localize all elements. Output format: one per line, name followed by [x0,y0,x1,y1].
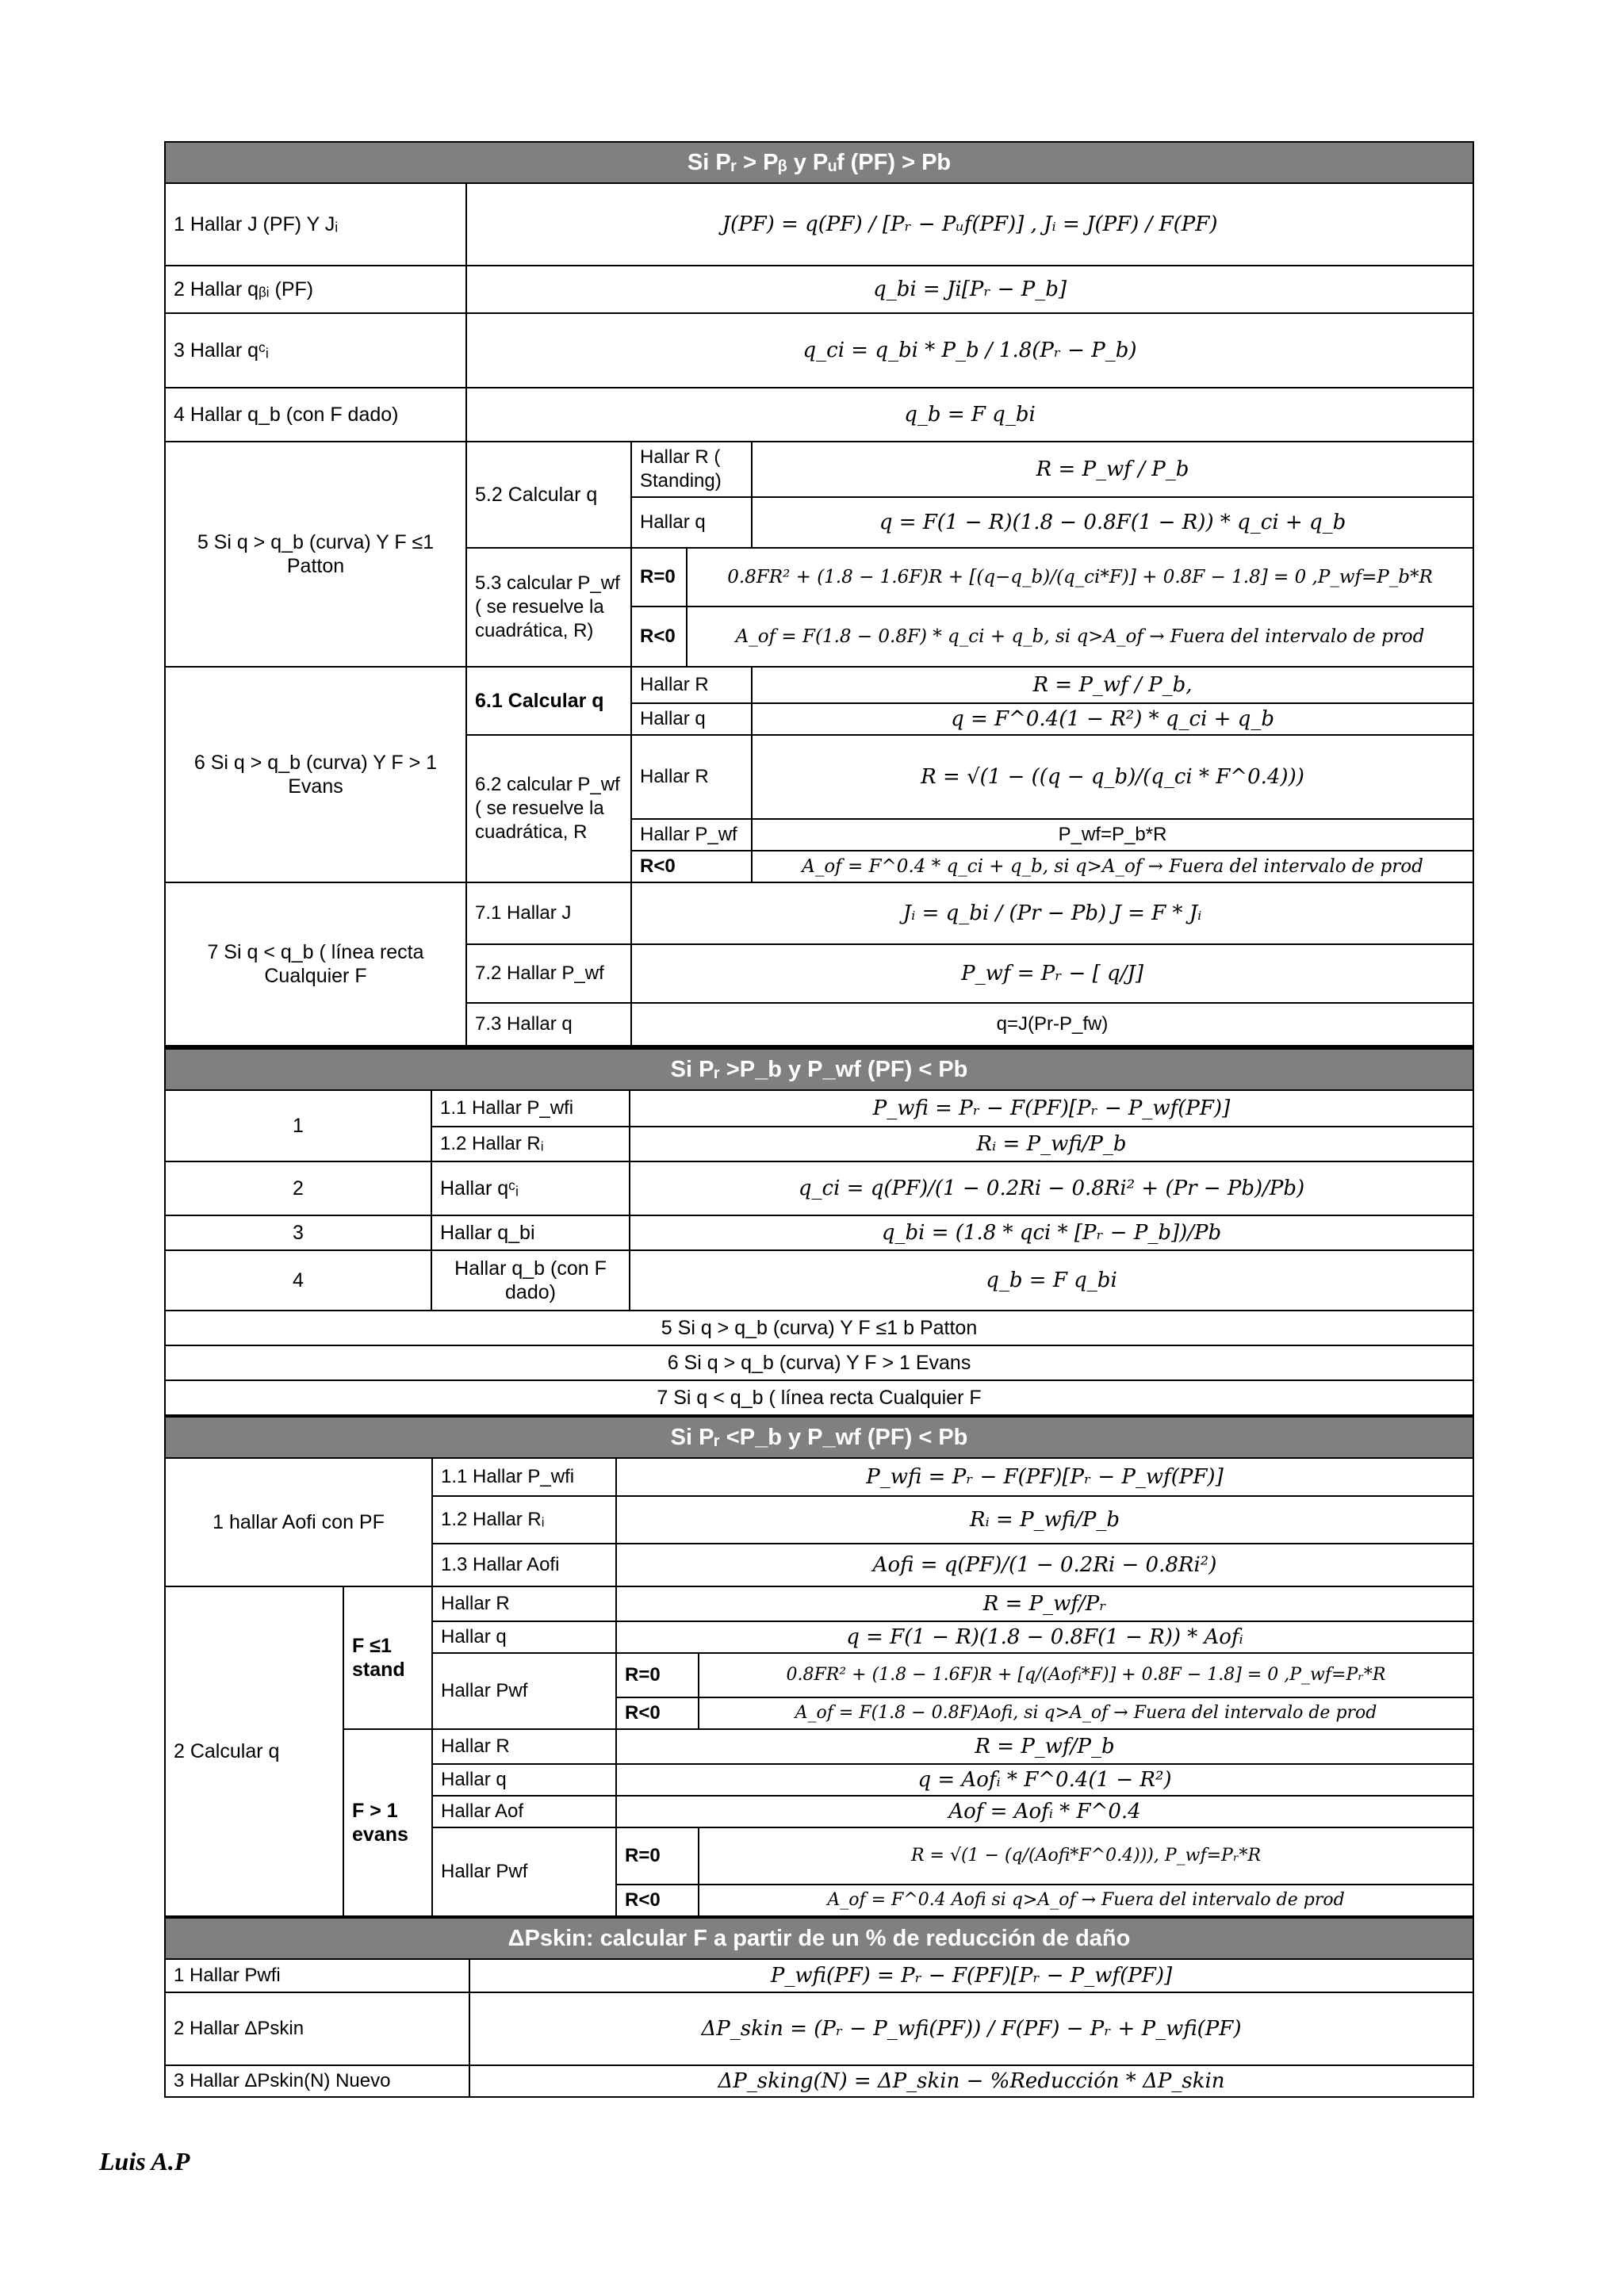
s3-a-hallar-r-label: Hallar R [432,1586,616,1621]
section-2-title: Si Pᵣ >P_b y P_wf (PF) < Pb [165,1048,1473,1090]
author-signature: Luis A.P [99,2147,190,2175]
s2-step-2-formula: q_ci = q(PF)/(1 − 0.2Ri − 0.8Ri² + (Pr − Pb)/Pb) [630,1161,1473,1215]
s3-f-le-1-label: F ≤1 stand [343,1586,432,1729]
step-5-2-r-formula: R = P_wf / P_b [752,442,1473,497]
step-5-3-r0-label: R=0 [631,548,687,607]
s3-b-rneg-formula: A_of = F^0.4 Aofi si q>A_of → Fuera del intervalo de prod [699,1885,1473,1916]
step-1-formula: J(PF) = q(PF) / [Pᵣ − Pᵤf(PF)] , Jᵢ = J(PF) / F(PF) [466,183,1473,266]
s3-b-hallar-q-formula: q = Aofᵢ * F^0.4(1 − R²) [616,1764,1473,1796]
step-6-2-r-formula: R = √(1 − ((q − q_b)/(q_ci * F^0.4))) [752,735,1473,819]
s3-a-hallar-q-formula: q = F(1 − R)(1.8 − 0.8F(1 − R)) * Aofᵢ [616,1621,1473,1653]
s2-step-1-2-label: 1.2 Hallar Rᵢ [431,1127,630,1161]
s4-step-1-label: 1 Hallar Pwfi [165,1959,469,1992]
step-5-3-rneg-formula: A_of = F(1.8 − 0.8F) * q_ci + q_b, si q>A_of → Fuera del intervalo de prod [687,607,1473,667]
s3-b-hallar-q-label: Hallar q [432,1764,616,1796]
s3-step-1-3-formula: Aofi = q(PF)/(1 − 0.2Ri − 0.8Ri²) [616,1544,1473,1586]
step-7-2-formula: P_wf = Pᵣ − [ q/J] [631,944,1473,1003]
s2-step-2-desc: Hallar qᶜᵢ [431,1161,630,1215]
s3-a-hallar-q-label: Hallar q [432,1621,616,1653]
step-7-2-label: 7.2 Hallar P_wf [466,944,631,1003]
s2-step-4-formula: q_b = F q_bi [630,1250,1473,1311]
s2-step-4-desc: Hallar q_b (con F dado) [431,1250,630,1311]
s2-step-2-label: 2 [165,1161,431,1215]
s3-b-hallar-aof-formula: Aof = Aofᵢ * F^0.4 [616,1796,1473,1827]
step-5-3-label: 5.3 calcular P_wf ( se resuelve la cuadrática, R) [466,548,631,667]
s2-step-1-label: 1 [165,1090,431,1161]
section-4-table [164,1917,1474,2098]
step-7-1-label: 7.1 Hallar J [466,882,631,944]
s2-step-1-2-formula: Rᵢ = P_wfi/P_b [630,1127,1473,1161]
s3-b-hallar-pwf-label: Hallar Pwf [432,1827,616,1916]
formula-sheet [164,141,1473,2098]
step-6-2-rneg-label: R<0 [631,851,752,882]
step-4-formula: q_b = F q_bi [466,388,1473,442]
s3-a-hallar-pwf-label: Hallar Pwf [432,1653,616,1729]
step-7-label: 7 Si q < q_b ( línea recta Cualquier F [165,882,466,1046]
step-6-1-r-formula: R = P_wf / P_b, [752,667,1473,703]
s2-step-1-1-formula: P_wfi = Pᵣ − F(PF)[Pᵣ − P_wf(PF)] [630,1090,1473,1127]
s4-step-2-label: 2 Hallar ΔPskin [165,1992,469,2065]
s4-step-1-formula: P_wfi(PF) = Pᵣ − F(PF)[Pᵣ − P_wf(PF)] [469,1959,1473,1992]
step-2-formula: q_bi = Ji[Pᵣ − P_b] [466,266,1473,313]
s2-step-4-label: 4 [165,1250,431,1311]
s3-step-1-1-label: 1.1 Hallar P_wfi [432,1458,616,1496]
s3-b-r0-label: R=0 [616,1827,699,1885]
s3-a-r0-label: R=0 [616,1653,699,1697]
s2-step-3-desc: Hallar q_bi [431,1215,630,1250]
section-1-title: Si Pᵣ > Pᵦ y Pᵤf (PF) > Pb [165,142,1473,183]
step-6-1-q-formula: q = F^0.4(1 − R²) * q_ci + q_b [752,703,1473,735]
step-2-label: 2 Hallar qᵦᵢ (PF) [165,266,466,313]
s3-a-hallar-r-formula: R = P_wf/Pᵣ [616,1586,1473,1621]
section-3-table [164,1416,1474,1917]
s2-step-6-line: 6 Si q > q_b (curva) Y F > 1 Evans [165,1345,1473,1380]
s4-step-2-formula: ΔP_skin = (Pᵣ − P_wfi(PF)) / F(PF) − Pᵣ + P_wfi(PF) [469,1992,1473,2065]
step-4-label: 4 Hallar q_b (con F dado) [165,388,466,442]
s2-step-1-1-label: 1.1 Hallar P_wfi [431,1090,630,1127]
step-6-2-r-label: Hallar R [631,735,752,819]
step-6-1-q-label: Hallar q [631,703,752,735]
step-5-2-q-formula: q = F(1 − R)(1.8 − 0.8F(1 − R)) * q_ci + q_b [752,497,1473,548]
s3-a-rneg-formula: A_of = F(1.8 − 0.8F)Aofi, si q>A_of → Fuera del intervalo de prod [699,1697,1473,1729]
step-3-formula: q_ci = q_bi * P_b / 1.8(Pᵣ − P_b) [466,313,1473,388]
s2-step-3-label: 3 [165,1215,431,1250]
section-2-table [164,1047,1474,1416]
s3-b-hallar-aof-label: Hallar Aof [432,1796,616,1827]
s3-b-r0-formula: R = √(1 − (q/(Aofi*F^0.4))), P_wf=Pᵣ*R [699,1827,1473,1885]
s2-step-5-line: 5 Si q > q_b (curva) Y F ≤1 b Patton [165,1311,1473,1345]
step-6-1-r-label: Hallar R [631,667,752,703]
step-5-3-r0-formula: 0.8FR² + (1.8 − 1.6F)R + [(q−q_b)/(q_ci*F)] + 0.8F − 1.8] = 0 ,P_wf=P_b*R [687,548,1473,607]
s3-step-1-2-label: 1.2 Hallar Rᵢ [432,1496,616,1544]
step-6-2-label: 6.2 calcular P_wf ( se resuelve la cuadrática, R [466,735,631,882]
step-5-2-r-label: Hallar R ( Standing) [631,442,752,497]
section-3-title: Si Pᵣ <P_b y P_wf (PF) < Pb [165,1417,1473,1458]
s3-a-r0-formula: 0.8FR² + (1.8 − 1.6F)R + [q/(Aofᵢ*F)] + 0.8F − 1.8] = 0 ,P_wf=Pᵣ*R [699,1653,1473,1697]
step-5-2-q-label: Hallar q [631,497,752,548]
section-1-table [164,141,1474,1047]
step-6-2-pwf-label: Hallar P_wf [631,819,752,851]
s4-step-3-label: 3 Hallar ΔPskin(N) Nuevo [165,2065,469,2097]
s3-a-rneg-label: R<0 [616,1697,699,1729]
s3-b-hallar-r-label: Hallar R [432,1729,616,1764]
s4-step-3-formula: ΔP_sking(N) = ΔP_skin − %Reducción * ΔP_skin [469,2065,1473,2097]
step-6-label: 6 Si q > q_b (curva) Y F > 1 Evans [165,667,466,882]
step-6-2-rneg-formula: A_of = F^0.4 * q_ci + q_b, si q>A_of → Fuera del intervalo de prod [752,851,1473,882]
step-7-1-formula: Jᵢ = q_bi / (Pr − Pb) J = F * Jᵢ [631,882,1473,944]
s2-step-3-formula: q_bi = (1.8 * qci * [Pᵣ − P_b])/Pb [630,1215,1473,1250]
s3-f-gt-1-label: F > 1 evans [343,1729,432,1916]
step-7-3-label: 7.3 Hallar q [466,1003,631,1046]
s2-step-7-line: 7 Si q < q_b ( línea recta Cualquier F [165,1380,1473,1415]
step-3-label: 3 Hallar qᶜᵢ [165,313,466,388]
step-5-label: 5 Si q > q_b (curva) Y F ≤1 Patton [165,442,466,667]
s3-b-hallar-r-formula: R = P_wf/P_b [616,1729,1473,1764]
step-1-label: 1 Hallar J (PF) Y Jᵢ [165,183,466,266]
s3-step-1-2-formula: Rᵢ = P_wfi/P_b [616,1496,1473,1544]
s3-step-1-1-formula: P_wfi = Pᵣ − F(PF)[Pᵣ − P_wf(PF)] [616,1458,1473,1496]
s3-b-rneg-label: R<0 [616,1885,699,1916]
step-6-1-label: 6.1 Calcular q [466,667,631,735]
section-4-title: ΔPskin: calcular F a partir de un % de reducción de daño [165,1918,1473,1959]
step-5-2-label: 5.2 Calcular q [466,442,631,548]
step-7-3-formula: q=J(Pr-P_fw) [631,1003,1473,1046]
s3-step-1-label: 1 hallar Aofi con PF [165,1458,432,1586]
step-6-2-pwf-formula: P_wf=P_b*R [752,819,1473,851]
step-5-3-rneg-label: R<0 [631,607,687,667]
s3-step-1-3-label: 1.3 Hallar Aofi [432,1544,616,1586]
s3-step-2-label: 2 Calcular q [165,1586,343,1916]
